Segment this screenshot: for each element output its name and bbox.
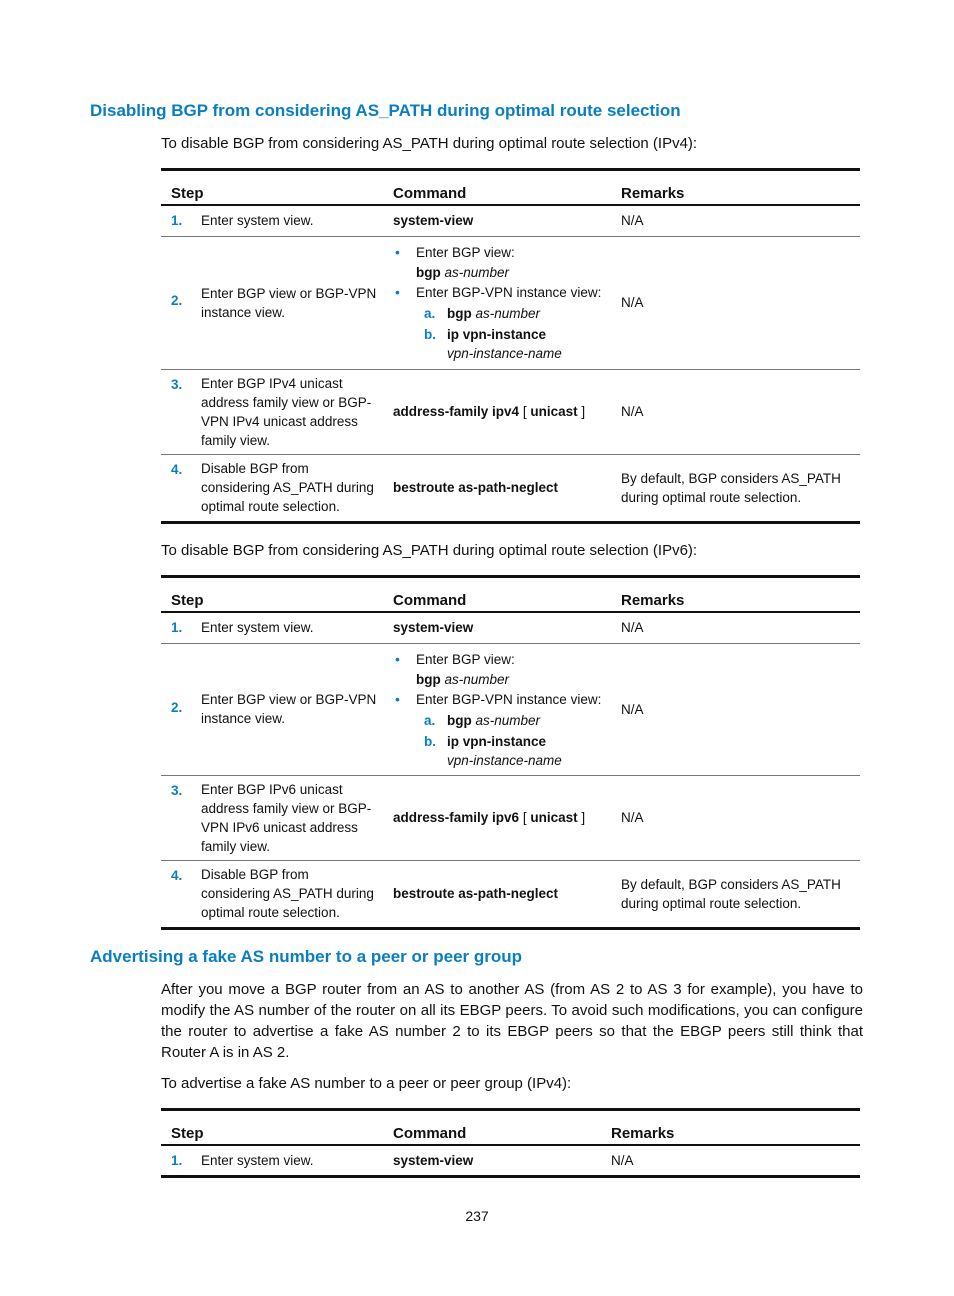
cmd-keyword: ip vpn-instance xyxy=(447,327,547,342)
cmd-keyword: system-view xyxy=(393,213,474,229)
step-remarks: By default, BGP considers AS_PATH during optimal route selection. xyxy=(611,454,860,522)
cmd-keyword: address-family ipv6 xyxy=(393,810,520,825)
step-number: 2. xyxy=(161,236,193,369)
step-command xyxy=(383,1145,601,1176)
step-description: Disable BGP from considering AS_PATH during optimal route selection. xyxy=(193,454,383,522)
sub-step-a xyxy=(393,710,605,731)
table-row xyxy=(161,236,860,369)
bullet-item xyxy=(393,283,605,302)
step-number: 1. xyxy=(161,205,193,236)
cmd-keyword: address-family ipv4 xyxy=(393,404,520,419)
section-heading-fake-as: Advertising a fake AS number to a peer or peer group xyxy=(90,947,523,966)
step-command xyxy=(383,775,611,860)
step-description: Enter BGP IPv6 unicast address family view or BGP-VPN IPv6 unicast address family view. xyxy=(193,775,383,860)
bullet-text: Enter BGP view: xyxy=(416,651,515,667)
table-row xyxy=(161,643,860,775)
table-row xyxy=(161,454,860,522)
command-line xyxy=(393,345,605,363)
steps-table-fake-as xyxy=(161,1108,860,1178)
bracket: ] xyxy=(581,404,586,419)
table-header-row xyxy=(161,1110,860,1146)
step-command xyxy=(383,860,611,928)
step-remarks: N/A xyxy=(611,612,860,643)
cmd-keyword: unicast xyxy=(530,810,578,825)
command-bullet-list xyxy=(393,283,605,302)
cmd-keyword: ip vpn-instance xyxy=(447,733,547,749)
intro-ipv4: To disable BGP from considering AS_PATH during optimal route selection (IPv4): xyxy=(161,135,698,152)
col-remarks: Remarks xyxy=(611,170,860,206)
step-remarks: N/A xyxy=(611,643,860,775)
step-remarks: N/A xyxy=(611,205,860,236)
step-description: Enter system view. xyxy=(193,612,383,643)
step-description: Enter system view. xyxy=(193,205,383,236)
cmd-argument: vpn-instance-name xyxy=(447,752,562,768)
bullet-text: Enter BGP-VPN instance view: xyxy=(416,285,602,300)
command-line xyxy=(393,670,605,689)
command-bullet-list xyxy=(393,650,605,669)
page-number: 237 xyxy=(465,1208,489,1224)
steps-table-ipv6 xyxy=(161,575,860,930)
cmd-keyword: unicast xyxy=(530,404,578,419)
bracket: ] xyxy=(581,810,586,825)
col-step: Step xyxy=(161,577,383,613)
cmd-argument: as-number xyxy=(444,671,510,687)
step-remarks: By default, BGP considers AS_PATH during optimal route selection. xyxy=(611,860,860,928)
cmd-keyword: bgp xyxy=(447,306,472,321)
cmd-keyword: bestroute as-path-neglect xyxy=(393,886,559,901)
step-remarks: N/A xyxy=(601,1145,860,1176)
step-description: Enter BGP IPv4 unicast address family view or BGP-VPN IPv4 unicast address family view. xyxy=(193,369,383,454)
command-line xyxy=(393,263,605,282)
table-row xyxy=(161,612,860,643)
step-command xyxy=(383,612,611,643)
bullet-text: Enter BGP view: xyxy=(416,245,515,260)
step-description: Disable BGP from considering AS_PATH during optimal route selection. xyxy=(193,860,383,928)
step-command xyxy=(383,643,611,775)
cmd-keyword: bgp xyxy=(447,712,472,728)
steps-table-ipv4 xyxy=(161,168,860,524)
bullet-item xyxy=(393,243,605,262)
cmd-keyword: bgp xyxy=(416,265,441,280)
table-header-row xyxy=(161,577,860,613)
col-remarks: Remarks xyxy=(611,577,860,613)
step-description: Enter system view. xyxy=(193,1145,383,1176)
bullet-item xyxy=(393,650,605,669)
step-number: 2. xyxy=(161,643,193,775)
table-row xyxy=(161,860,860,928)
bullet-item xyxy=(393,690,605,709)
step-number: 1. xyxy=(161,1145,193,1176)
command-bullet-list xyxy=(393,690,605,709)
step-description: Enter BGP view or BGP-VPN instance view. xyxy=(193,236,383,369)
cmd-argument: as-number xyxy=(444,265,510,280)
sub-step-letter: b. xyxy=(424,327,436,342)
col-command: Command xyxy=(383,1110,601,1146)
step-remarks: N/A xyxy=(611,369,860,454)
intro-ipv6: To disable BGP from considering AS_PATH during optimal route selection (IPv6): xyxy=(161,542,698,559)
col-step: Step xyxy=(161,170,383,206)
step-number: 4. xyxy=(161,860,193,928)
step-description: Enter BGP view or BGP-VPN instance view. xyxy=(193,643,383,775)
cmd-argument: as-number xyxy=(475,306,541,321)
col-command: Command xyxy=(383,577,611,613)
table-row xyxy=(161,205,860,236)
cmd-keyword: system-view xyxy=(393,1152,474,1168)
intro-fake-as-ipv4: To advertise a fake AS number to a peer or peer group (IPv4): xyxy=(161,1075,572,1092)
step-command xyxy=(383,454,611,522)
step-command xyxy=(383,205,611,236)
cmd-keyword: bestroute as-path-neglect xyxy=(393,480,559,495)
step-number: 3. xyxy=(161,775,193,860)
col-remarks: Remarks xyxy=(601,1110,860,1146)
sub-step-b xyxy=(393,731,605,752)
step-command xyxy=(383,236,611,369)
sub-step-a xyxy=(393,303,605,324)
step-remarks: N/A xyxy=(611,775,860,860)
cmd-argument: vpn-instance-name xyxy=(447,346,562,361)
section-heading-disable-as-path: Disabling BGP from considering AS_PATH during optimal route selection xyxy=(90,101,681,120)
step-number: 1. xyxy=(161,612,193,643)
cmd-keyword: bgp xyxy=(416,671,441,687)
command-bullet-list xyxy=(393,243,605,262)
step-number: 4. xyxy=(161,454,193,522)
sub-step-letter: b. xyxy=(424,733,436,749)
sub-step-letter: a. xyxy=(424,306,436,321)
cmd-keyword: system-view xyxy=(393,620,474,636)
step-number: 3. xyxy=(161,369,193,454)
bracket: [ xyxy=(522,404,527,419)
table-row xyxy=(161,369,860,454)
section-body: After you move a BGP router from an AS to another AS (from AS 2 to AS 3 for example), you have to modify the AS number of the router on all its EBGP peers. To avoid such modifications, you can configure the router to advertise a fake AS number 2 to its EBGP peers so that the EBGP peers still think that Router A is in AS 2. xyxy=(161,981,863,1061)
sub-step-letter: a. xyxy=(424,712,436,728)
col-command: Command xyxy=(383,170,611,206)
table-header-row xyxy=(161,170,860,206)
sub-step-b xyxy=(393,324,605,345)
cmd-argument: as-number xyxy=(475,712,541,728)
col-step: Step xyxy=(161,1110,383,1146)
table-row xyxy=(161,1145,860,1176)
step-command xyxy=(383,369,611,454)
bracket: [ xyxy=(522,810,527,825)
command-line xyxy=(393,752,605,770)
table-row xyxy=(161,775,860,860)
bullet-text: Enter BGP-VPN instance view: xyxy=(416,691,602,707)
step-remarks: N/A xyxy=(611,236,860,369)
